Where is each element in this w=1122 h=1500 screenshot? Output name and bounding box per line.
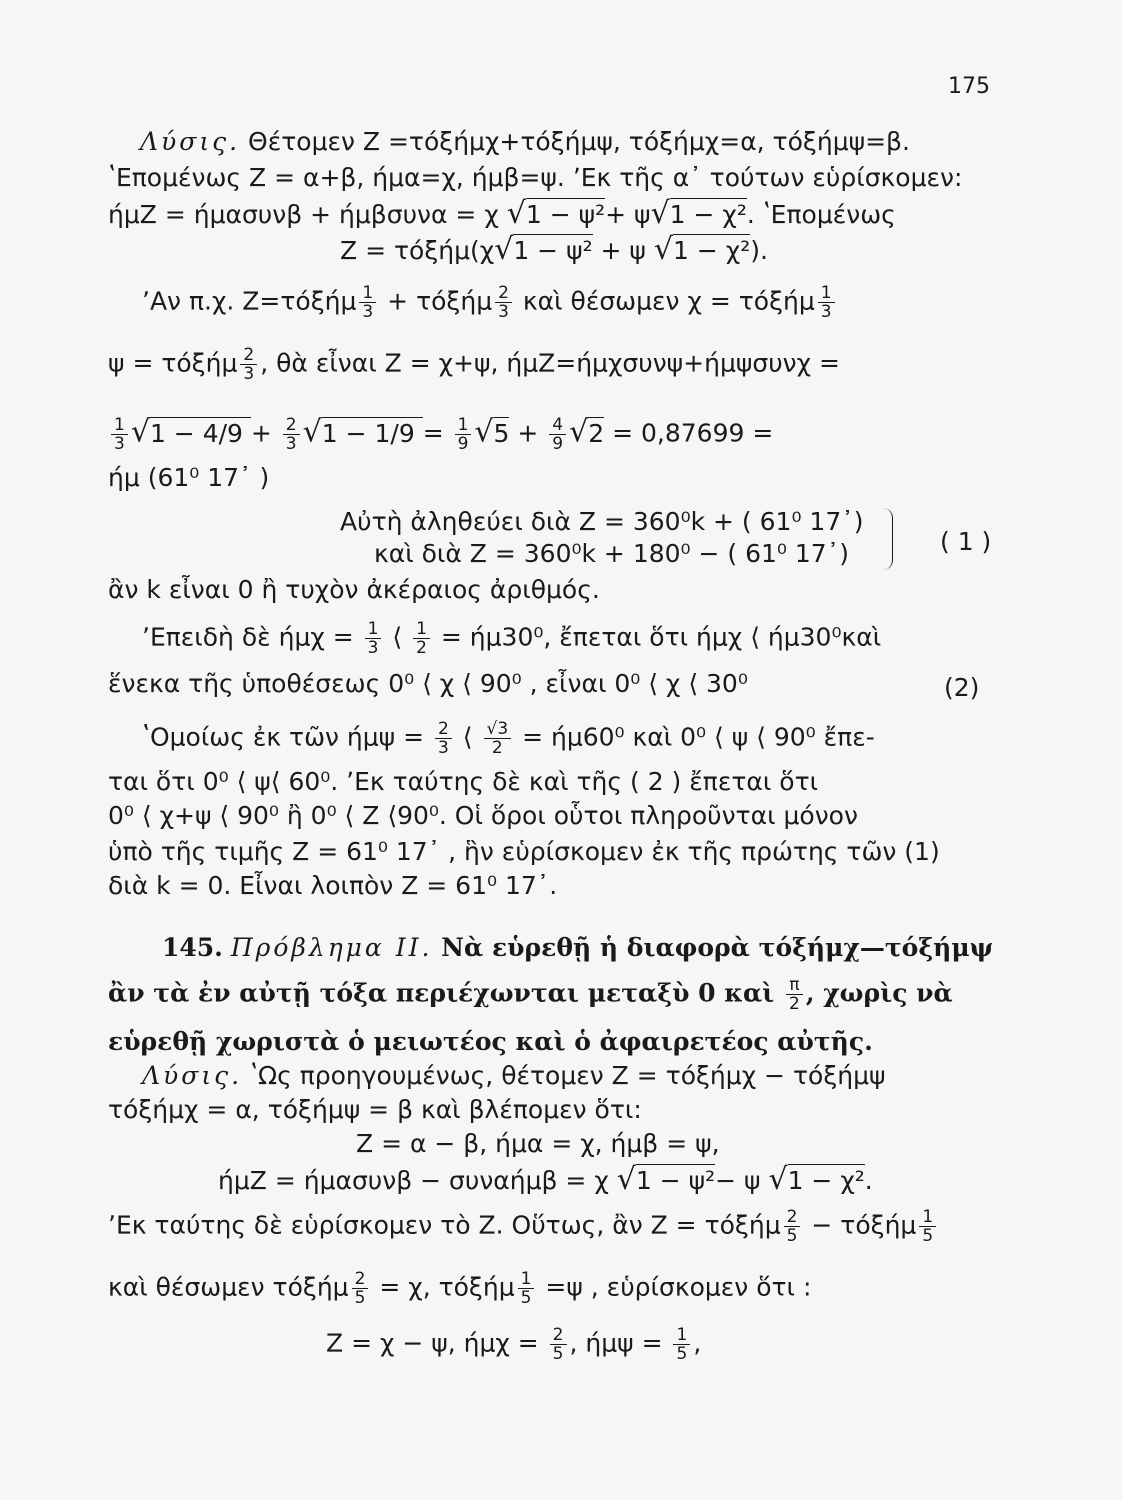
solution-line-2: ʽΕπομένως Ζ = α+β, ήμα=χ, ήμβ=ψ. ʼΕκ τῆς α᾽ τούτων εὑρίσκομεν: bbox=[108, 163, 963, 192]
solution-line-1: Λύσις. Θέτομεν Ζ =τόξήμχ+τόξήμψ, τόξήμχ=α, τόξήμψ=β. bbox=[140, 127, 910, 156]
example-line-3: $\frac{1}{3}$ √1 − 4/9 + $\frac{2}{3}$ √1 − 1/9 = $\frac{1}{9}$ √5 + $\frac{4}{9}$ √2 = 0,87699 = bbox=[108, 416, 773, 453]
page-number: 175 bbox=[948, 74, 990, 99]
solution2-line-7: Ζ = χ − ψ, ήμχ = $\frac{2}{5}$ , ήμψ = $\frac{1}{5}$ , bbox=[326, 1325, 702, 1364]
solution-line-4: Ζ = τόξήμ(χ√1 − ψ² + ψ √1 − χ²). bbox=[340, 232, 768, 267]
example-line-9: ἕνεκα τῆς ὑποθέσεως 0⁰ ⟨ χ ⟨ 90⁰ , εἶναι 0⁰ ⟨ χ ⟨ 30⁰ bbox=[108, 669, 748, 698]
example-line-6: καὶ διὰ Ζ = 360⁰k + 180⁰ − ( 61⁰ 17᾽) bbox=[374, 539, 849, 568]
right-brace bbox=[880, 508, 893, 570]
solution2-line-4: ήμΖ = ήμασυνβ − συναήμβ = χ √1 − ψ²− ψ √1 − χ². bbox=[218, 1162, 873, 1197]
example-line-14: διὰ k = 0. Εἶναι λοιπὸν Ζ = 61⁰ 17᾽. bbox=[108, 871, 558, 900]
solution2-line-6: καὶ θέσωμεν τόξήμ $\frac{2}{5}$ = χ, τόξήμ $\frac{1}{5}$ =ψ , εὑρίσκομεν ὅτι : bbox=[108, 1269, 812, 1308]
problem-label: Πρόβλημα ΙΙ. bbox=[230, 933, 433, 962]
problem-line-2: ἂν τὰ ἐν αὐτῇ τόξα περιέχωνται μεταξὺ 0 καὶ $\frac{\pi}{2}$ , χωρὶς νὰ bbox=[108, 975, 953, 1014]
solution2-line-1: Λύσις. ʽΩς προηγουμένως, θέτομεν Ζ = τόξήμχ − τόξήμψ bbox=[142, 1061, 886, 1090]
solution2-line-5: ʼΕκ ταύτης δὲ εὑρίσκομεν τὸ Ζ. Οὕτως, ἂν Ζ = τόξήμ $\frac{2}{5}$ − τόξήμ $\frac{1}{5}$ bbox=[108, 1208, 939, 1245]
solution-label: Λύσις. bbox=[140, 127, 241, 156]
example-line-12: 0⁰ ⟨ χ+ψ ⟨ 90⁰ ἢ 0⁰ ⟨ Ζ ⟨90⁰. Οἱ ὅροι οὗτοι πληροῦνται μόνον bbox=[108, 801, 858, 830]
example-line-8: ʼΕπειδὴ δὲ ήμχ = $\frac{1}{3}$ ⟨ $\frac{1}{2}$ = ήμ30⁰, ἔπεται ὅτι ήμχ ⟨ ήμ30⁰καὶ bbox=[142, 619, 882, 658]
solution2-line-2: τόξήμχ = α, τόξήμψ = β καὶ βλέπομεν ὅτι: bbox=[108, 1095, 642, 1124]
example-line-5: Αὐτὴ ἀληθεύει διὰ Ζ = 360⁰k + ( 61⁰ 17᾽) bbox=[340, 507, 864, 536]
solution-line-3: ήμΖ = ήμασυνβ + ήμβσυνα = χ √1 − ψ²+ ψ√1 − χ². ʽΕπομένως bbox=[108, 196, 896, 231]
example-line-13: ὑπὸ τῆς τιμῆς Ζ = 61⁰ 17᾽ , ἣν εὑρίσκομεν ἐκ τῆς πρώτης τῶν (1) bbox=[108, 837, 940, 866]
example-line-10: ʽΟμοίως ἐκ τῶν ήμψ = $\frac{2}{3}$ ⟨ $\frac{√3}{2}$ = ήμ60⁰ καὶ 0⁰ ⟨ ψ ⟨ 90⁰ ἔπε- bbox=[142, 719, 875, 758]
example-line-7: ἂν k εἶναι 0 ἢ τυχὸν ἀκέραιος ἀριθμός. bbox=[108, 575, 600, 604]
example-line-4: ήμ (61⁰ 17᾽ ) bbox=[108, 463, 270, 492]
example-line-1: ʼΑν π.χ. Ζ=τόξήμ $\frac{1}{3}$ + τόξήμ $\frac{2}{3}$ καὶ θέσωμεν χ = τόξήμ $\frac{1}{3}$ bbox=[142, 284, 838, 321]
problem-heading: 145. Πρόβλημα ΙΙ. Νὰ εὑρεθῇ ἡ διαφορὰ τόξήμχ—τόξήμψ bbox=[162, 933, 994, 962]
problem-number: 145. bbox=[162, 933, 223, 962]
problem-line-3: εὑρεθῇ χωριστὰ ὁ μειωτέος καὶ ὁ ἀφαιρετέος αὐτῆς. bbox=[108, 1027, 873, 1056]
solution2-label: Λύσις. bbox=[142, 1061, 243, 1090]
solution2-line-3: Ζ = α − β, ήμα = χ, ήμβ = ψ, bbox=[356, 1129, 720, 1158]
example-line-11: ται ὅτι 0⁰ ⟨ ψ⟨ 60⁰. ʼΕκ ταύτης δὲ καὶ τῆς ( 2 ) ἔπεται ὅτι bbox=[108, 767, 819, 796]
equation-tag-2: (2) bbox=[944, 673, 980, 702]
equation-tag-1: ( 1 ) bbox=[940, 527, 992, 556]
example-line-2: ψ = τόξήμ $\frac{2}{3}$ , θὰ εἶναι Ζ = χ+ψ, ήμΖ=ήμχσυνψ+ήμψσυνχ = bbox=[108, 345, 840, 384]
